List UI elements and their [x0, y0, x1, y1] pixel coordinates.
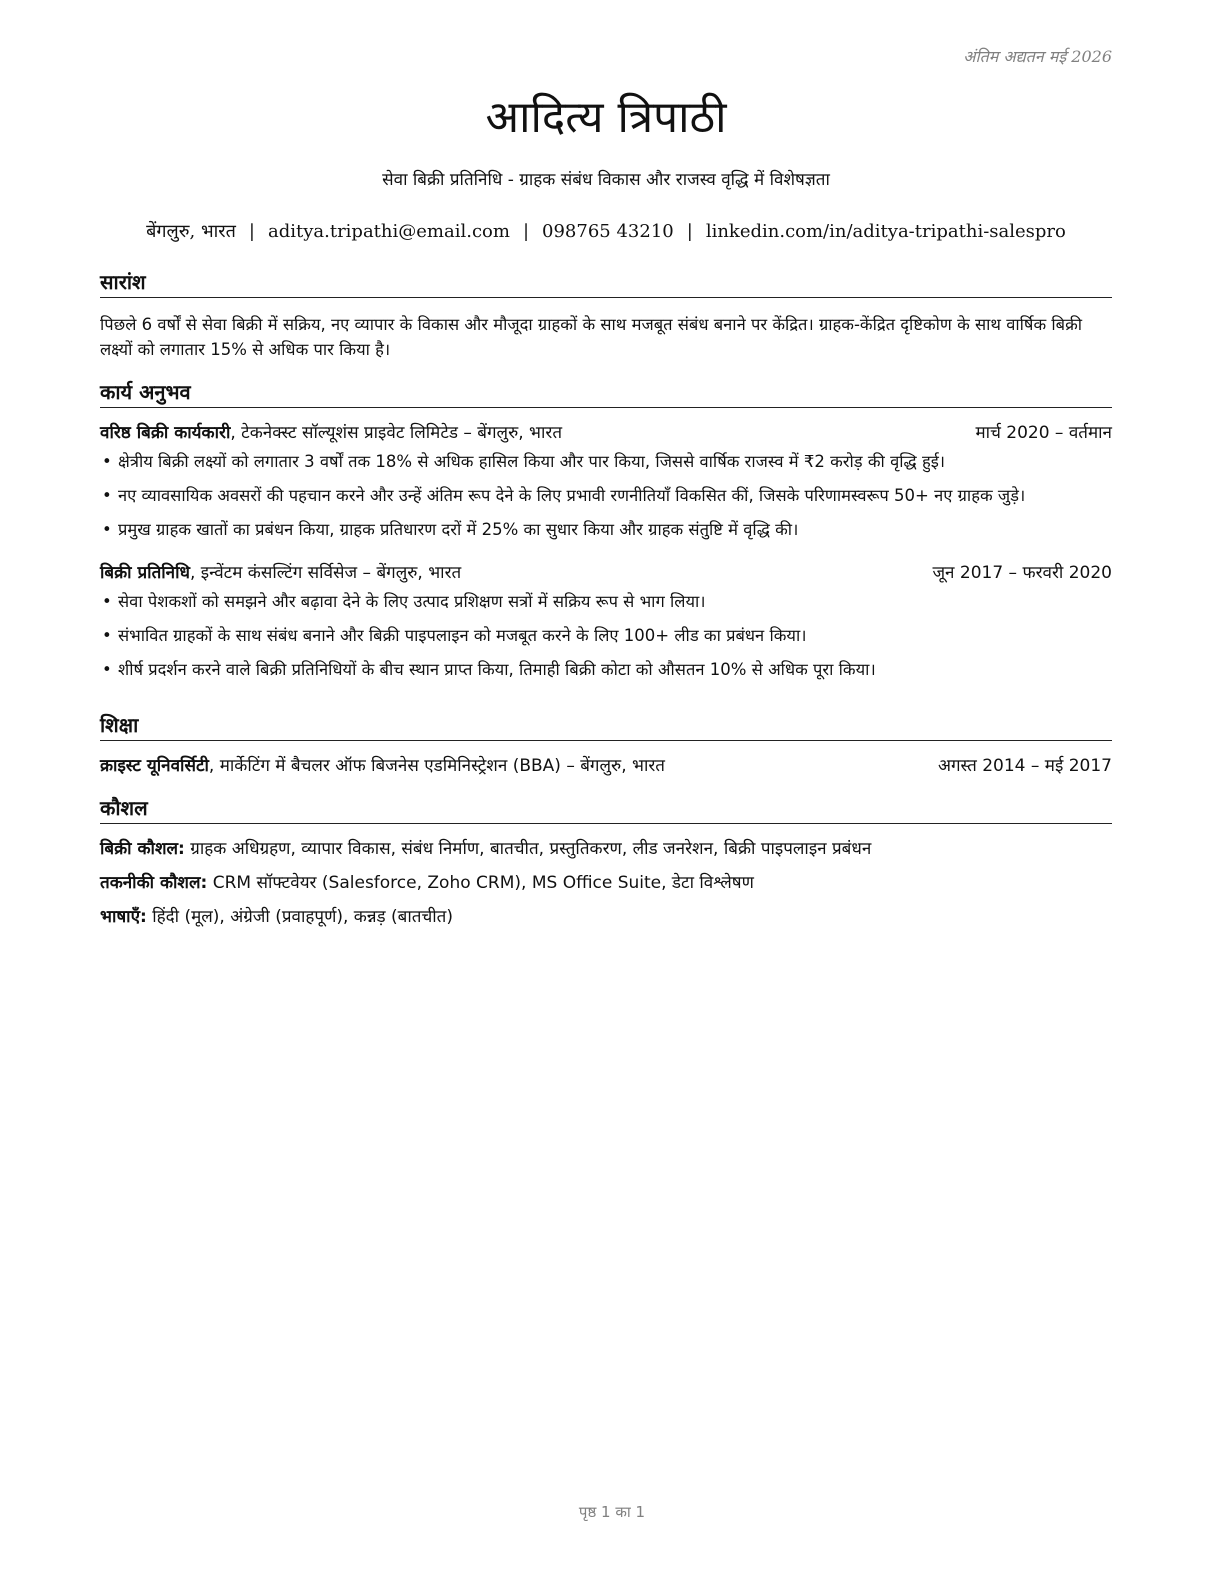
experience-title: कार्य अनुभव: [100, 378, 1112, 408]
resume-page: [100, 0, 1112, 1584]
job-org: , इन्वेंटम कंसल्टिंग सर्विसेज – बेंगलुरु, भारत: [189, 563, 462, 583]
bullet-text: सेवा पेशकशों को समझने और बढ़ावा देने के लिए उत्पाद प्रशिक्षण सत्रों में सक्रिय रूप से भाग लिया।: [118, 592, 706, 611]
bullet-item: [100, 624, 1112, 648]
job-header: [100, 421, 1112, 446]
contact-location: बेंगलुरु, भारत: [146, 221, 236, 242]
job-role: बिक्री प्रतिनिधि: [100, 563, 190, 583]
job-entry: [100, 561, 1112, 682]
summary-title: सारांश: [100, 268, 1112, 298]
bullet-text: प्रमुख ग्राहक खातों का प्रबंधन किया, ग्राहक प्रतिधारण दरों में 25% का सुधार किया और ग्राहक संतुष्टि में वृद्धि की।: [118, 520, 799, 539]
contact-separator: |: [248, 221, 255, 242]
summary-text: पिछले 6 वर्षों से सेवा बिक्री में सक्रिय, नए व्यापार के विकास और मौजूदा ग्राहकों के साथ मजबूत संबंध बनाने पर केंद्रित। ग्राहक-केंद्रित दृष्टिकोण के साथ वार्षिक बिक्री लक्ष्यों को लगातार 15% से अधिक पार किया है।: [100, 315, 1083, 359]
bullet-text: क्षेत्रीय बिक्री लक्ष्यों को लगातार 3 वर्षों तक 18% से अधिक हासिल किया और पार किया, जिससे वार्षिक राजस्व में ₹2 करोड़ की वृद्धि हुई।: [118, 452, 946, 471]
bullet-icon: •: [102, 626, 112, 645]
bullet-icon: •: [102, 452, 112, 471]
candidate-name: आदित्य त्रिपाठी: [485, 92, 727, 143]
job-dates: जून 2017 – फरवरी 2020: [932, 563, 1112, 583]
job-bullets: [100, 590, 1112, 682]
education-institution: क्राइस्ट यूनिवर्सिटी: [100, 756, 209, 776]
page-number: पृष्ठ 1 का 1: [578, 1503, 646, 1521]
education-dates: अगस्त 2014 – मई 2017: [937, 756, 1112, 776]
bullet-text: शीर्ष प्रदर्शन करने वाले बिक्री प्रतिनिधियों के बीच स्थान प्राप्त किया, तिमाही बिक्री कोटा को औसतन 10% से अधिक पूरा किया।: [118, 660, 876, 679]
skills-title: कौशल: [100, 794, 1112, 824]
bullet-icon: •: [102, 660, 112, 679]
education-entry: [100, 754, 1112, 779]
job-dates: मार्च 2020 – वर्तमान: [975, 423, 1112, 443]
bullet-text: संभावित ग्राहकों के साथ संबंध बनाने और बिक्री पाइपलाइन को मजबूत करने के लिए 100+ लीड का प्रबंधन किया।: [118, 626, 807, 645]
skill-value: हिंदी (मूल), अंग्रेजी (प्रवाहपूर्ण), कन्नड़ (बातचीत): [146, 907, 453, 927]
bullet-item: [100, 590, 1112, 614]
bullet-icon: •: [102, 486, 112, 505]
bullet-item: [100, 484, 1112, 508]
bullet-item: [100, 658, 1112, 682]
bullet-item: [100, 518, 1112, 542]
job-org: , टेकनेक्स्ट सॉल्यूशंस प्राइवेट लिमिटेड – बेंगलुरु, भारत: [230, 423, 563, 443]
bullet-icon: •: [102, 592, 112, 611]
job-role: वरिष्ठ बिक्री कार्यकारी: [100, 423, 231, 443]
bullet-icon: •: [102, 520, 112, 539]
bullet-item: [100, 450, 1112, 474]
experience-section: [100, 378, 1112, 692]
skill-value: CRM सॉफ्टवेयर (Salesforce, Zoho CRM), MS Office Suite, डेटा विश्लेषण: [207, 873, 754, 893]
contact-email[interactable]: aditya.tripathi@email.com: [267, 221, 510, 242]
contact-separator: |: [686, 221, 693, 242]
education-section: [100, 711, 1112, 779]
skill-line: [100, 837, 1112, 862]
contact-line: [100, 219, 1112, 245]
summary-section: [100, 268, 1112, 362]
skill-label: बिक्री कौशल:: [100, 839, 185, 859]
skill-label: तकनीकी कौशल:: [100, 873, 208, 893]
job-header: [100, 561, 1112, 586]
last-updated: अंतिम अद्यतन मई 2026: [963, 47, 1112, 66]
skill-label: भाषाएँ:: [100, 907, 147, 927]
skill-value: ग्राहक अधिग्रहण, व्यापार विकास, संबंध निर्माण, बातचीत, प्रस्तुतिकरण, लीड जनरेशन, बिक्री पाइपलाइन प्रबंधन: [184, 839, 872, 859]
contact-linkedin[interactable]: linkedin.com/in/aditya-tripathi-salespro: [705, 221, 1066, 242]
bullet-text: नए व्यावसायिक अवसरों की पहचान करने और उन्हें अंतिम रूप देने के लिए प्रभावी रणनीतियाँ विकसित कीं, जिसके परिणामस्वरूप 50+ नए ग्राहक जुड़े।: [118, 486, 1026, 505]
skill-line: [100, 905, 1112, 930]
contact-phone: 098765 43210: [542, 221, 674, 242]
job-bullets: [100, 450, 1112, 542]
contact-separator: |: [522, 221, 530, 242]
job-entry: [100, 421, 1112, 542]
skills-section: [100, 794, 1112, 939]
education-title: शिक्षा: [100, 711, 1112, 741]
tagline: सेवा बिक्री प्रतिनिधि - ग्राहक संबंध विकास और राजस्व वृद्धि में विशेषज्ञता: [382, 170, 830, 190]
skill-line: [100, 871, 1112, 896]
education-degree: , मार्केटिंग में बैचलर ऑफ बिजनेस एडमिनिस्ट्रेशन (BBA) – बेंगलुरु, भारत: [208, 756, 665, 776]
